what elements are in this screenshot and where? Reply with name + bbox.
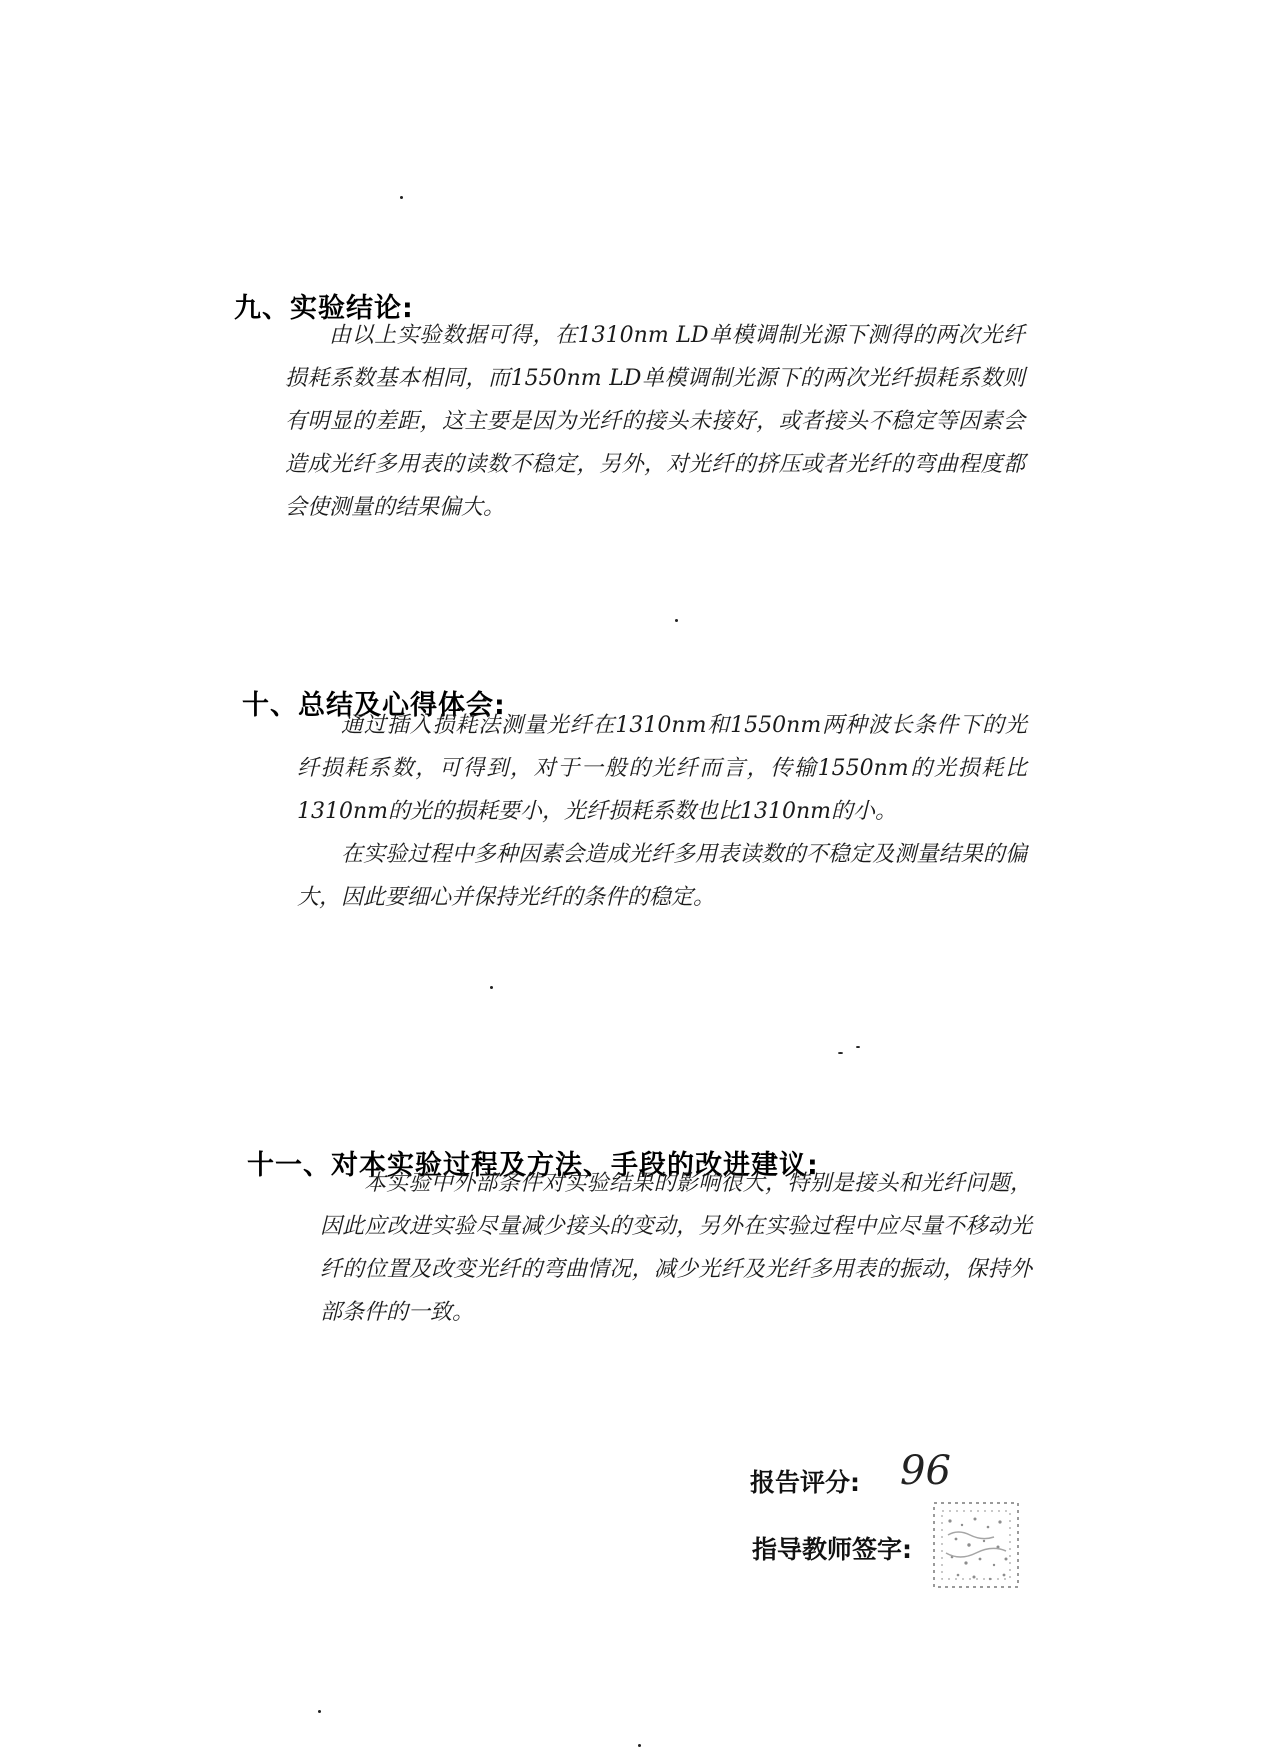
scan-speck bbox=[675, 619, 678, 622]
scan-speck bbox=[490, 986, 493, 989]
scan-speck bbox=[838, 1052, 843, 1054]
scan-speck bbox=[638, 1744, 641, 1747]
suggestions-paragraph: 本实验中外部条件对实验结果的影响很大，特别是接头和光纤问题，因此应改进实验尽量减少接头的变动，另外在实验过程中应尽量不移动光纤的位置及改变光纤的弯曲情况，减少光纤及光纤多用表的振动，保持外部条件的一致。 bbox=[320, 1171, 1032, 1325]
score-value: 96 bbox=[900, 1448, 951, 1494]
scan-speck bbox=[856, 1046, 860, 1048]
summary-paragraph-1: 通过插入损耗法测量光纤在1310nm和1550nm两种波长条件下的光纤损耗系数，可得到，对于一般的光纤而言，传输1550nm的光损耗比1310nm的光的损耗要小，光纤损耗系数也比1310nm的小。 bbox=[297, 713, 1027, 824]
section-suggestions-heading: 十一、对本实验过程及方法、手段的改进建议: bbox=[247, 1150, 819, 1181]
section-summary-heading: 十、总结及心得体会: bbox=[242, 690, 506, 721]
scan-speck bbox=[400, 196, 403, 199]
summary-paragraph-2: 在实验过程中多种因素会造成光纤多用表读数的不稳定及测量结果的偏大，因此要细心并保持光纤的条件的稳定。 bbox=[297, 842, 1027, 910]
signature-stamp bbox=[928, 1495, 1026, 1595]
section-summary-body bbox=[297, 704, 1027, 919]
section-conclusion-body bbox=[285, 314, 1025, 529]
section-suggestions-body bbox=[320, 1162, 1032, 1334]
section-conclusion-heading: 九、实验结论: bbox=[234, 293, 414, 324]
scan-speck bbox=[318, 1710, 321, 1713]
signature-label: 指导教师签字: bbox=[752, 1535, 912, 1564]
score-label: 报告评分: bbox=[750, 1468, 860, 1497]
conclusion-paragraph: 由以上实验数据可得，在1310nm LD单模调制光源下测得的两次光纤损耗系数基本相同，而1550nm LD单模调制光源下的两次光纤损耗系数则有明显的差距，这主要是因为光纤的接头未接好，或者接头不稳定等因素会造成光纤多用表的读数不稳定，另外，对光纤的挤压或者光纤的弯曲程度都会使测量的结果偏大。 bbox=[285, 323, 1025, 520]
